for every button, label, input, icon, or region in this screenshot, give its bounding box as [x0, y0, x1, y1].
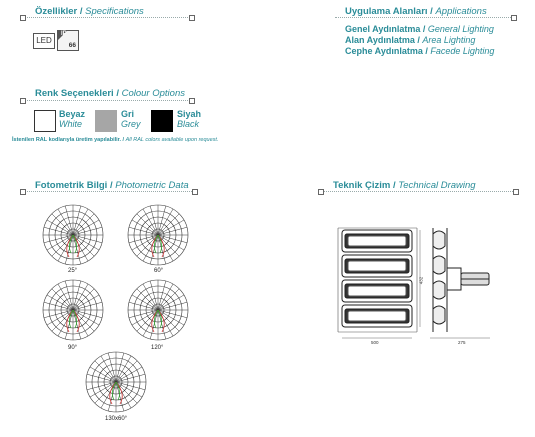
ip66-badge [57, 30, 79, 51]
rule-marker [189, 98, 195, 104]
specs-rule [22, 17, 192, 18]
rule-marker [511, 15, 517, 21]
applications-list [345, 24, 494, 57]
application-item: Genel Aydınlatma / General Lighting [345, 24, 494, 34]
rule-marker [513, 189, 519, 195]
technical-drawing [325, 220, 530, 350]
rule-marker [318, 189, 324, 195]
photometric-rule [22, 191, 194, 192]
photometric-title: Fotometrik Bilgi / Photometric Data [35, 180, 189, 191]
led-badge: LED [33, 33, 55, 49]
rule-marker [189, 15, 195, 21]
applications-title: Uygulama Alanları / Applications [345, 6, 487, 17]
application-item: Cephe Aydınlatma / Facede Lighting [345, 46, 495, 56]
polar-diagram [86, 352, 146, 412]
specs-title: Özellikler / Specifications [35, 6, 144, 17]
angle-label: 130x60° [105, 416, 128, 422]
ip-rating: 66 [68, 42, 76, 49]
angle-label: 25° [68, 268, 78, 274]
polar-diagram [43, 280, 103, 340]
polar-diagram [43, 205, 103, 265]
polar-diagram [128, 280, 188, 340]
white-swatch [34, 110, 56, 132]
polar-diagram [128, 205, 188, 265]
side-view [433, 228, 489, 332]
angle-label: 60° [154, 268, 164, 274]
white-label: Beyaz White [59, 109, 86, 129]
black-swatch [151, 110, 173, 132]
ral-note: İstenilen RAL kodlarıyla üretim yapılabilir. / All RAL colors available upon request. [12, 137, 219, 143]
application-item: Alan Aydınlatma / Area Lighting [345, 35, 476, 45]
colours-title: Renk Seçenekleri / Colour Options [35, 88, 185, 99]
grey-label: Gri Grey [121, 109, 141, 129]
rule-marker [20, 98, 26, 104]
applications-rule [335, 17, 513, 18]
ip-label: IP [61, 31, 67, 37]
dim-height-label: 432 [418, 276, 424, 285]
technical-title: Teknik Çizim / Technical Drawing [333, 180, 476, 191]
angle-label: 120° [151, 345, 164, 351]
photometric-diagrams [0, 195, 215, 437]
dim-width-label: 500 [371, 340, 379, 345]
technical-rule [320, 191, 515, 192]
dim-depth-label: 275 [458, 340, 466, 345]
rule-marker [20, 15, 26, 21]
angle-label: 90° [68, 345, 78, 351]
black-label: Siyah Black [177, 109, 202, 129]
front-view [338, 228, 417, 332]
grey-swatch [95, 110, 117, 132]
colours-rule [22, 100, 192, 101]
